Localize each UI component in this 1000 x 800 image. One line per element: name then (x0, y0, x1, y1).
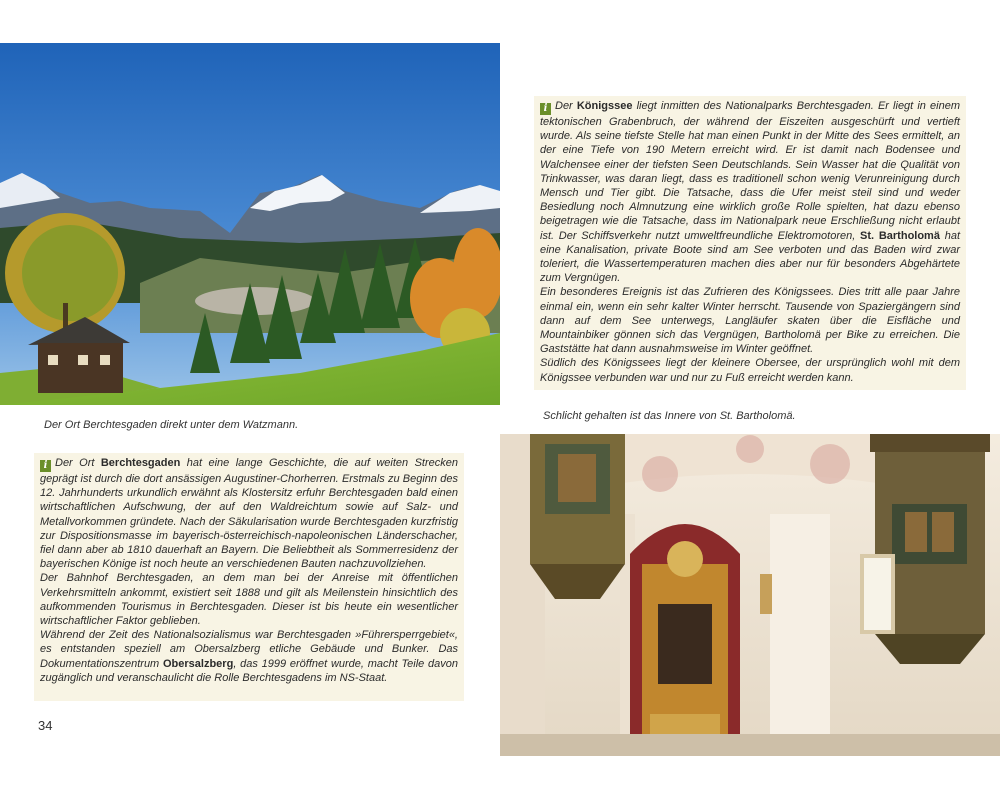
berchtesgaden-info-box (34, 453, 464, 701)
st-bartholomae-interior-photo (500, 434, 1000, 756)
koenigssee-paragraph-1: i Der Königssee liegt inmitten des Nationalparks Berchtesgaden. Er liegt in einem tektonischen Grabenbruch, der während der Eiszeiten ausgeschürft und vertieft wurde. Als seine tiefste Stelle hat man einen Punkt in der Mitte des Sees ermittelt, an der eine Tiefe von 190 Metern erreicht wird. Er ist damit nach Bodensee und Walchensee einer der tiefsten Seen Deutschlands. Sein Wasser hat die Qualität von Trinkwasser, was daran liegt, dass es traditionell schon wenig Verunreinigung durch Mensch und Tier gibt. Die Tatsache, dass die Ufer meist steil sind und weder Besiedlung noch Almnutzung eine wirklich große Rolle spielten, hat dazu ebenso beigetragen wie die Tatsache, dass im Nationalpark neue Erschließung nicht erlaubt ist. Der Schiffsverkehr nutzt umweltfreundliche Elektromotoren, St. Bartholomä hat eine Kanalisation, private Boote sind am See verboten und das Baden wird zwar toleriert, die Wassertemperaturen machen dies aber nur für besonders Abgehärtete zum Vergnügen. (540, 100, 960, 285)
berchtesgaden-paragraph-1: i Der Ort Berchtesgaden hat eine lange Geschichte, die auf weiten Strecken geprägt ist durch die dort ansässigen Augustiner-Chorherren. Erstmals zu Beginn des 12. Jahrhunderts urkundlich erwähnt als Klostersitz erfuhr Berchtesgaden bald einen wirtschaftlichen Aufschwung, der auf den Waldreichtum sowie auf Salz- und Metallvorkommen gründete. Nach der Säkularisation wurde Berchtesgaden kurzfristig zur Dispositionsmasse im bayerisch-österreichisch-napoleonischen Länderschacher, fiel dann aber ab 1810 dauerhaft an Bayern. Die Beliebtheit als Sommerresidenz der bayerischen Könige ist noch heute an verschiedenen Bauten nachzuvollziehen. (40, 457, 458, 571)
berchtesgaden-landscape-photo (0, 43, 500, 405)
berchtesgaden-paragraph-2: Der Bahnhof Berchtesgaden, an dem man bei der Anreise mit öffentlichen Verkehrsmitteln ankommt, existiert seit 1888 und gilt als Meilenstein hinsichtlich des aufkommenden Tourismus in Berchtesgaden. Dieser ist bis heute ein wesentlicher wirtschaftlicher Faktor geblieben. (40, 572, 458, 628)
church-photo-caption: Schlicht gehalten ist das Innere von St. Bartholomä. (543, 410, 796, 422)
page-number: 34 (38, 718, 53, 733)
koenigssee-paragraph-3: Südlich des Königssees liegt der kleinere Obersee, der ursprünglich wohl mit dem Königssee verbunden war und nur zu Fuß erreicht werden kann. (540, 357, 960, 384)
info-icon: i (40, 460, 51, 472)
top-photo-caption: Der Ort Berchtesgaden direkt unter dem Watzmann. (44, 419, 299, 431)
koenigssee-info-box (534, 96, 966, 390)
berchtesgaden-paragraph-3: Während der Zeit des Nationalsozialismus war Berchtesgaden »Führersperrgebiet«, es entstanden speziell am Obersalzberg etliche Gebäude und Bunker. Das Dokumentationszentrum Obersalzberg, das 1999 eröffnet wurde, macht Teile davon zugänglich und veranschaulicht die Rolle Berchtesgadens im NS-Staat. (40, 629, 459, 684)
koenigssee-paragraph-2: Ein besonderes Ereignis ist das Zufrieren des Königssees. Dies tritt alle paar Jahre einmal ein, wenn ein sehr kalter Winter herrscht. Tausende von Spaziergängern sind dann auf dem See unterwegs, Langläufer skaten über die Eisfläche und Mountainbiker gönnen sich das Vergnügen, Bartholomä per Bike zu erreichen. Die Gaststätte hat dann ausnahmsweise im Winter geöffnet. (540, 286, 960, 356)
info-icon: i (540, 103, 551, 115)
